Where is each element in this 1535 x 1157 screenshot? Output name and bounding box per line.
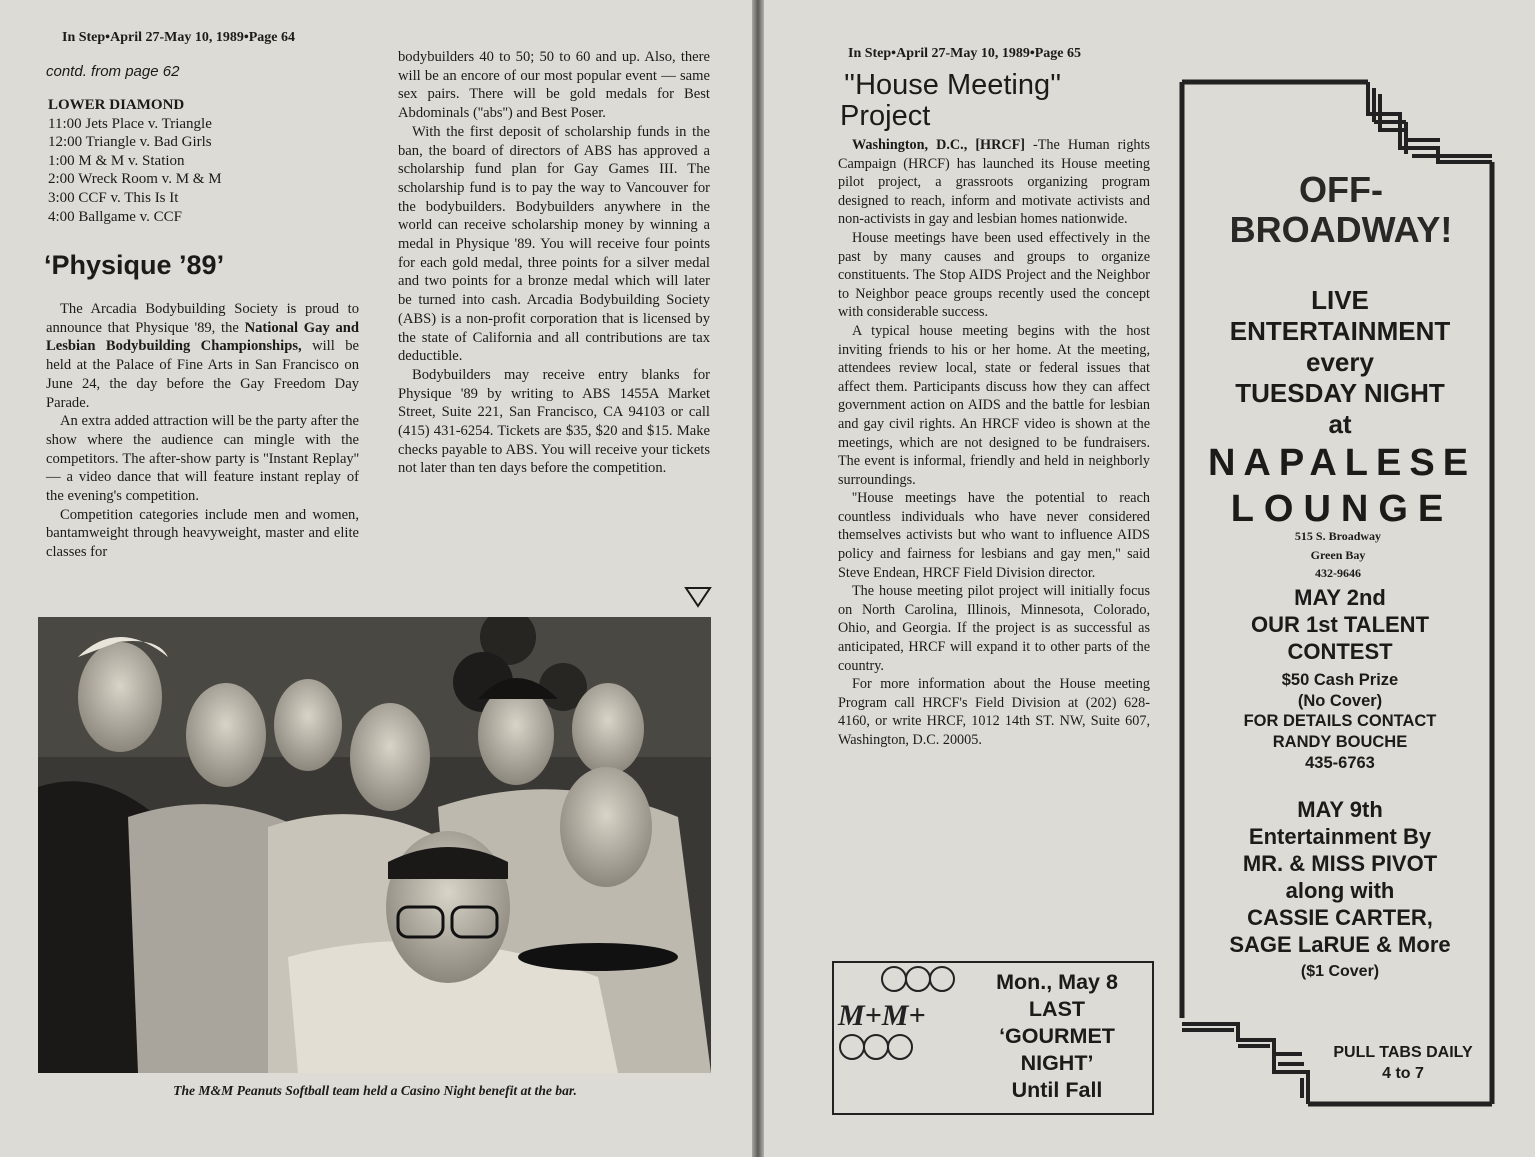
paragraph: Competition categories include men and women, bantamweight through heavyweight, master and elite classes for xyxy=(46,506,359,561)
mm-rings-logo-icon xyxy=(836,965,960,1065)
paragraph xyxy=(46,300,359,412)
paragraph xyxy=(838,136,1150,229)
ad-line: along with xyxy=(1285,878,1395,903)
paragraph: ''House meetings have the potential to reach countless individuals who have never considered themselves activists but who want to influence AIDS policy and fairness for lesbians and gay men,'' said Steve Endean, HRCF Field Division director. xyxy=(838,490,1150,581)
page-folio-left: In Step•April 27-May 10, 1989•Page 64 xyxy=(62,30,296,45)
ad-line: ‘GOURMET xyxy=(999,1024,1115,1048)
end-of-article-triangle-icon xyxy=(684,586,712,608)
ad-line: Until Fall xyxy=(1011,1078,1103,1102)
page-gutter xyxy=(752,0,764,1157)
venue-name-line: NAPALESE xyxy=(1207,442,1477,484)
ad-line: Entertainment By xyxy=(1248,824,1432,849)
ad-headline-line: BROADWAY! xyxy=(1229,209,1453,250)
ad-line: TUESDAY NIGHT xyxy=(1235,378,1445,408)
ad-line: LIVE xyxy=(1311,285,1369,315)
gourmet-night-ad xyxy=(832,961,1154,1115)
ad-line: at xyxy=(1328,409,1352,439)
ad-line: (No Cover) xyxy=(1297,691,1383,710)
paragraph: An extra added attraction will be the party after the show where the audience can mingle with the competitors. The after-show party is ''Instant Replay'' — a video dance that will feature instant replay of the evening's competition. xyxy=(46,413,359,505)
ad-line: SAGE LaRUE & More xyxy=(1229,932,1451,957)
venue-name xyxy=(1192,440,1492,532)
text-run-bold: National Gay and Lesbian Bodybuilding Championships, xyxy=(46,319,359,355)
may-9-block xyxy=(1188,796,1492,958)
ad-line: $50 Cash Prize xyxy=(1281,671,1399,689)
mm-logo-text: M+M+ xyxy=(838,999,926,1032)
schedule-game: 12:00 Triangle v. Bad Girls xyxy=(48,134,212,151)
schedule-game: 11:00 Jets Place v. Triangle xyxy=(48,115,212,132)
ad-headline xyxy=(1188,170,1494,250)
paragraph: For more information about the House meeting Program call HRCF's Field Division at (202) 628-4160, or write HRCF, 1012 14th ST. NW, Suite 607, Washington, D.C. 20005. xyxy=(838,676,1150,748)
schedule-heading: LOWER DIAMOND xyxy=(48,97,185,113)
photo-caption: The M&M Peanuts Softball team held a Casino Night benefit at the bar. xyxy=(173,1083,577,1098)
paragraph: bodybuilders 40 to 50; 50 to 60 and up. Also, there will be an encore of our most popular event — same sex pairs. There will be gold medals for Best Abdominals (''abs'') and Best Poser. xyxy=(398,49,710,122)
continued-from-note: contd. from page 62 xyxy=(46,63,180,80)
ad-line: 4 to 7 xyxy=(1382,1065,1424,1082)
softball-schedule xyxy=(48,96,348,226)
ad-line: OUR 1st TALENT xyxy=(1250,612,1430,637)
physique-column-1 xyxy=(46,300,359,562)
address-line: Green Bay xyxy=(1310,547,1366,562)
talent-contest-details xyxy=(1194,670,1486,774)
napalese-lounge-ad xyxy=(1178,78,1498,1108)
house-meeting-article xyxy=(838,136,1150,750)
ad-line: PULL TABS DAILY xyxy=(1333,1044,1473,1061)
title-line: ''House Meeting'' xyxy=(844,69,1062,101)
schedule-game: 2:00 Wreck Room v. M & M xyxy=(48,171,222,188)
ad-line: NIGHT’ xyxy=(1020,1051,1094,1075)
paragraph: House meetings have been used effectively in the past by many causes and groups to organize constituents. The Stop AIDS Project and the Neighbor to Neighbor peace groups recently used the concept with considerable success. xyxy=(838,229,1150,321)
live-entertainment-block xyxy=(1194,285,1486,440)
address-line: 432-9646 xyxy=(1315,566,1361,580)
page-folio-right: In Step•April 27-May 10, 1989•Page 65 xyxy=(848,46,1082,61)
ad-line: CONTEST xyxy=(1287,639,1393,664)
article-title-physique: ‘Physique ’89’ xyxy=(44,250,225,280)
address-line: 515 S. Broadway xyxy=(1294,529,1382,543)
talent-contest-block xyxy=(1194,584,1486,665)
text-run: The Arcadia Bodybuilding Society is proud to announce that Physique '89, the xyxy=(46,301,359,336)
ad-line: MAY 9th xyxy=(1297,797,1383,822)
title-line: Project xyxy=(840,100,931,132)
text-run: will be held at the Palace of Fine Arts in San Francisco on June 24, the day before the Gay Freedom Day Parade. xyxy=(46,338,359,411)
ad-line: Mon., May 8 xyxy=(996,970,1118,994)
paragraph: With the first deposit of scholarship funds in the ban, the board of directors of ABS has approved a scholarship fund plan for Gay Games III. The scholarship fund is to pay the way to Vancouver for the bodybuilders. Bodybuilders anywhere in the world can receive scholarship money by winning a medal in Physique '89. You will receive four points for each gold medal, three points for a silver medal and two points for a bronze medal which will later be turned into cash. Arcadia Bodybuilding Society (ABS) is a non-profit corporation that is licensed by the state of California and all contributions are tax deductible. xyxy=(398,123,710,365)
schedule-game: 4:00 Ballgame v. CCF xyxy=(48,208,183,225)
dateline: Washington, D.C., [HRCF] xyxy=(852,137,1025,153)
physique-column-2 xyxy=(398,48,710,478)
ad-line: FOR DETAILS CONTACT xyxy=(1243,712,1437,731)
paragraph: A typical house meeting begins with the host inviting friends to his or her home. At the meeting, attendees review local, state or federal issues that affect them. Participants discuss how they can affect government action on AIDS and the battle for lesbian and gay civil rights. An HRCF video is shown at the meetings, which are not designed to be fundraisers. The event is informal, friendly and held in neighborly surroundings. xyxy=(838,322,1150,488)
paragraph: The house meeting pilot project will initially focus on North Carolina, Illinois, Minnesota, Colorado, Ohio, and Georgia. If the project is as successful as anticipated, HRCF will expand it to other parts of the country. xyxy=(838,583,1150,674)
ad-line: MR. & MISS PIVOT xyxy=(1242,851,1438,876)
ad-line: every xyxy=(1306,347,1374,377)
ad-line: LAST xyxy=(1028,997,1086,1021)
ad-line: CASSIE CARTER, xyxy=(1247,905,1433,930)
ad-line: MAY 2nd xyxy=(1294,585,1386,610)
team-photo-illustration xyxy=(38,617,711,1073)
ad-line: ENTERTAINMENT xyxy=(1229,316,1451,346)
gourmet-night-text xyxy=(964,969,1150,1104)
paragraph: Bodybuilders may receive entry blanks for Physique '89 by writing to ABS 1455A Market Street, Suite 221, San Francisco, CA 94103 or call (415) 431-6254. Tickets are $35, $20 and $15. Make checks payable to ABS. You will receive your tickets not later than ten days before the competition. xyxy=(398,366,710,477)
schedule-game: 3:00 CCF v. This Is It xyxy=(48,189,179,206)
venue-name-line: LOUNGE xyxy=(1230,488,1454,530)
team-photo xyxy=(38,617,711,1073)
text-run: -The Human rights Campaign (HRCF) has launched its House meeting pilot project, a grassroots organizing program designed to reach, inform and motivate activists and non-activists in gay and lesbian homes nationwide. xyxy=(838,137,1150,228)
article-title-house-meeting xyxy=(840,70,1061,132)
may-9-cover: ($1 Cover) xyxy=(1300,963,1380,980)
ad-line: RANDY BOUCHE xyxy=(1272,733,1408,752)
venue-address xyxy=(1238,527,1438,583)
schedule-game: 1:00 M & M v. Station xyxy=(48,152,185,169)
ad-line: 435-6763 xyxy=(1305,753,1375,772)
ad-headline-line: OFF- xyxy=(1299,169,1383,210)
pull-tabs-note xyxy=(1318,1042,1488,1084)
left-page xyxy=(0,0,752,1157)
